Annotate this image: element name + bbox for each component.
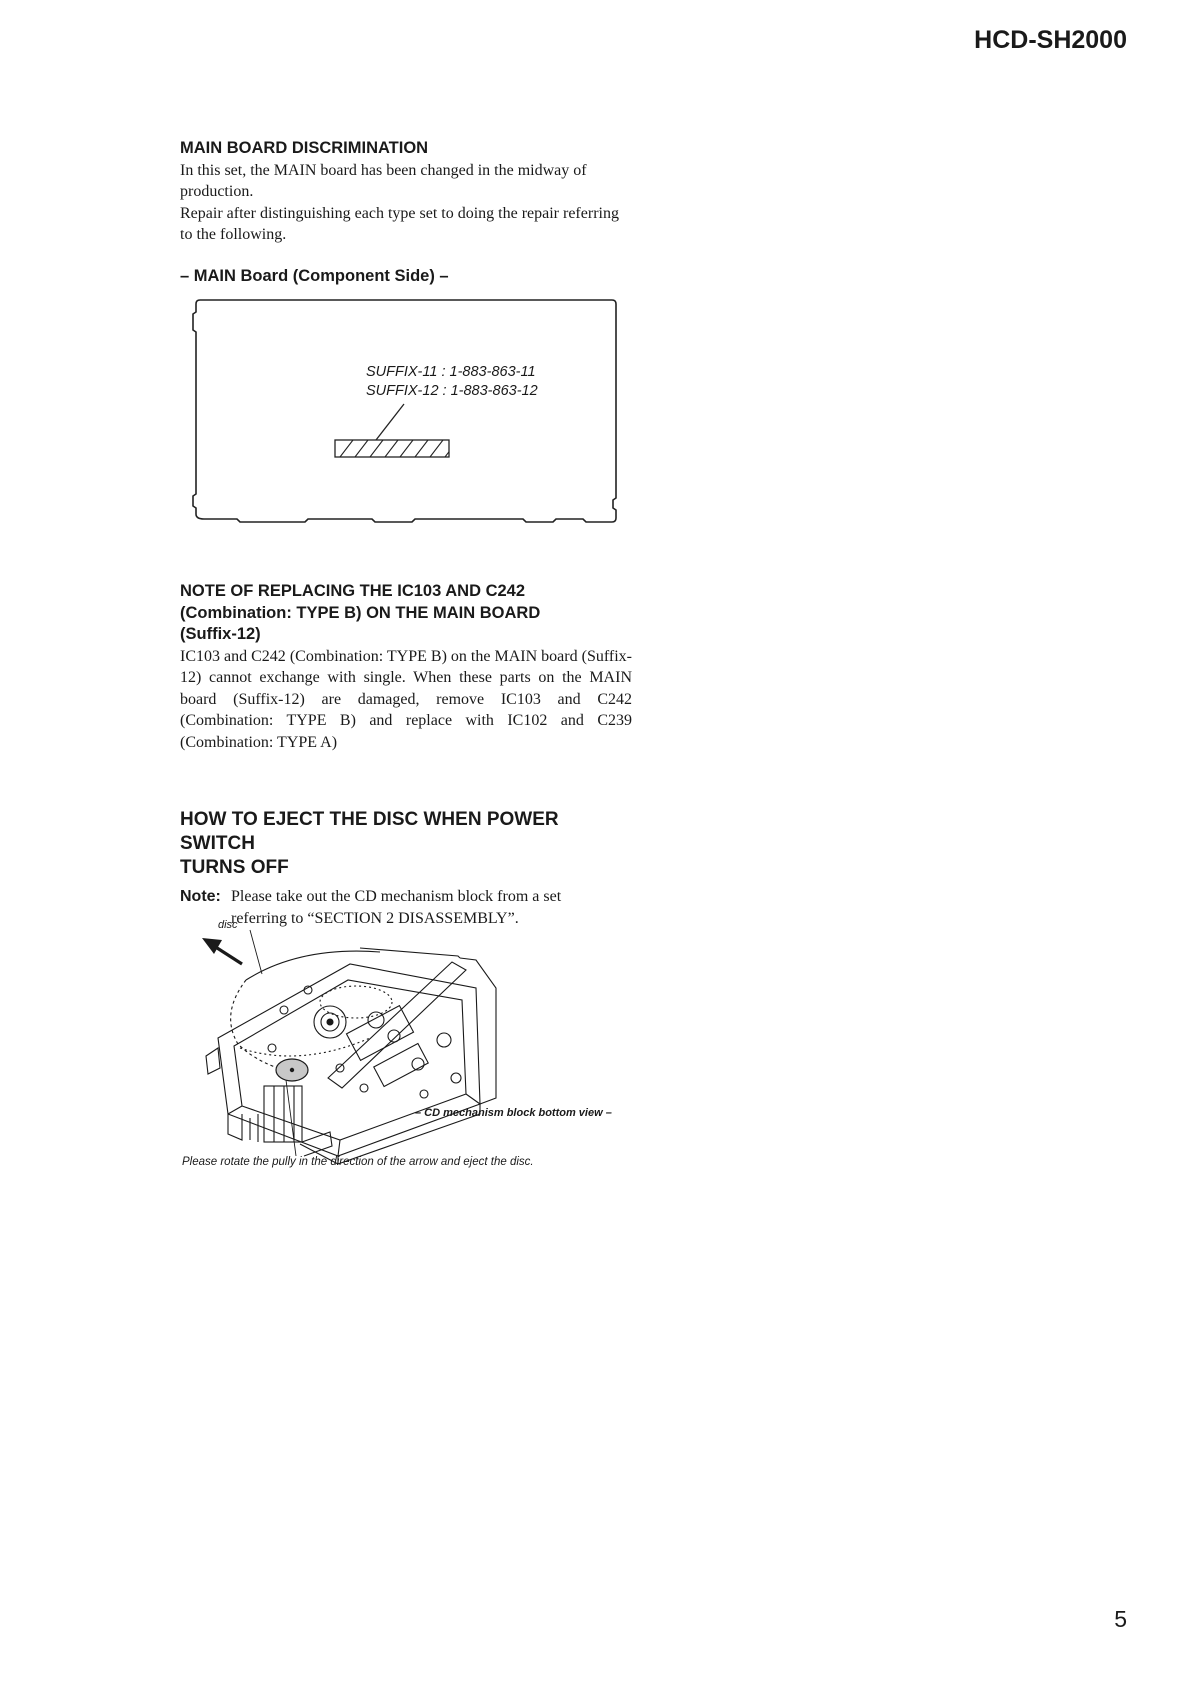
figure-title-main-board: – MAIN Board (Component Side) – [180, 267, 449, 285]
note-line-2: referring to “SECTION 2 DISASSEMBLY”. [231, 909, 519, 927]
mechanism-body [218, 964, 480, 1156]
board-outline [193, 300, 616, 522]
replacing-paragraph: IC103 and C242 (Combination: TYPE B) on the MAIN board (Suffix-12) cannot exchange with single. When these parts on the MAIN board (Suffix-12) are damaged, remove IC103 and C242 (Combination: TYPE B) and replace with IC102 and C239 (Combination: TYPE A) [180, 647, 632, 751]
leader-line [376, 404, 404, 440]
suffix-12-label: SUFFIX-12 : 1-883-863-12 [366, 383, 538, 399]
suffix-11-label: SUFFIX-11 : 1-883-863-11 [366, 364, 536, 380]
section-main-board-discrimination [180, 138, 632, 246]
intro-paragraph: In this set, the MAIN board has been changed in the midway of production. [180, 161, 587, 200]
section-replacing-note [180, 581, 632, 753]
slide-bar [328, 962, 466, 1088]
page-number: 5 [1114, 1606, 1127, 1632]
disc-label: disc [218, 919, 238, 931]
model-number: HCD-SH2000 [974, 26, 1127, 54]
section-title-line-2: TURNS OFF [180, 857, 289, 878]
section-title-line-3: (Suffix-12) [180, 625, 261, 643]
figure-caption: Please rotate the pully in the direction of the arrow and eject the disc. [182, 1156, 534, 1168]
section-title: MAIN BOARD DISCRIMINATION [180, 139, 429, 157]
note-line-1: Please take out the CD mechanism block from a set [231, 888, 562, 905]
section-title-line-2: (Combination: TYPE B) ON THE MAIN BOARD [180, 603, 541, 622]
note-label: Note: [180, 888, 221, 905]
section-title-line-1: NOTE OF REPLACING THE IC103 AND C242 [180, 582, 526, 600]
eject-arrow-head [202, 938, 222, 954]
section-title-line-1: HOW TO EJECT THE DISC WHEN POWER SWITCH [180, 809, 559, 854]
connector-block [264, 1086, 302, 1142]
cd-mechanism-diagram [180, 918, 640, 1178]
main-board-diagram [190, 296, 630, 528]
bottom-view-label: – CD mechanism block bottom view – [415, 1107, 612, 1119]
eject-arrow-shaft [214, 946, 242, 964]
repair-paragraph: Repair after distinguishing each type set to doing the repair referring to the following. [180, 204, 619, 243]
section-eject-disc [180, 808, 632, 929]
